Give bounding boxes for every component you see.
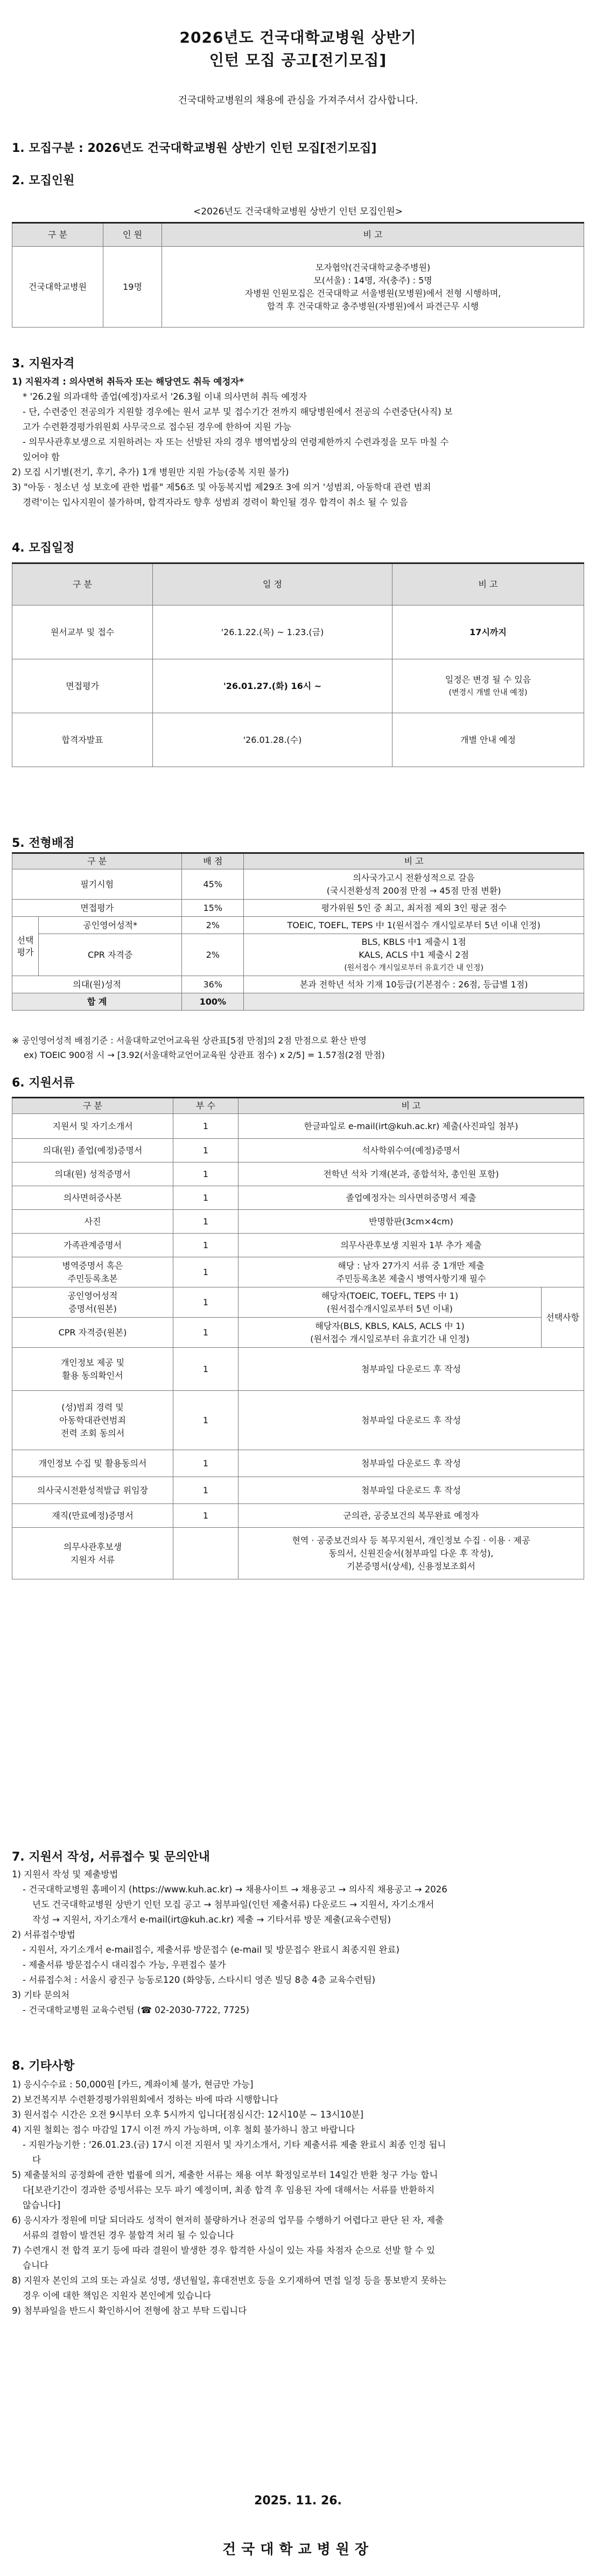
recruit-count-table — [12, 222, 584, 328]
schedule-table — [12, 562, 584, 767]
selective-eval-label: 선택평가 — [12, 917, 39, 976]
score-item-name: 의대(원)성적 — [12, 976, 182, 993]
score-item-value: 15% — [182, 900, 244, 917]
schedule-note: 개별 안내 예정 — [392, 713, 584, 767]
col-header-schedule: 일 정 — [153, 563, 392, 605]
doc-note: 전학년 석차 기재(본과, 종합석차, 총인원 포함) — [239, 1162, 584, 1186]
doc-note: 해당자(TOEIC, TOEFL, TEPS 中 1) (원서접수개시일로부터 5년 이내) — [239, 1287, 542, 1318]
doc-name: 의무사관후보생 지원자 서류 — [12, 1528, 173, 1579]
doc-name: CPR 자격증(원본) — [12, 1318, 173, 1348]
doc-copies: 1 — [173, 1234, 239, 1257]
page-title-line1: 2026년도 건국대학교병원 상반기 — [179, 29, 417, 46]
doc-name: 개인정보 제공 및 활용 동의확인서 — [12, 1348, 173, 1391]
section6-heading: 6. 지원서류 — [12, 1076, 75, 1090]
col-header-category: 구 분 — [12, 223, 103, 247]
schedule-date: '26.01.27.(화) 16시 ~ — [153, 659, 392, 713]
col-header-note: 비 고 — [392, 563, 584, 605]
optional-items-label: 선택사항 — [542, 1287, 584, 1348]
page-title-line2: 인턴 모집 공고[전기모집] — [209, 51, 387, 69]
doc-copies: 1 — [173, 1139, 239, 1162]
score-item-value: 2% — [182, 917, 244, 934]
doc-copies: 1 — [173, 1114, 239, 1139]
doc-name: 공인영어성적 증명서(원본) — [12, 1287, 173, 1318]
doc-name: 의대(원) 졸업(예정)증명서 — [12, 1139, 173, 1162]
doc-name: 지원서 및 자기소개서 — [12, 1114, 173, 1139]
doc-copies: 1 — [173, 1287, 239, 1318]
col-header-score: 배 점 — [182, 853, 244, 869]
doc-name: 사진 — [12, 1210, 173, 1234]
recruit-count: 19명 — [103, 247, 162, 328]
section7-body: 1) 지원서 작성 및 제출방법 - 건국대학교병원 홈페이지 (https://www.kuh.ac.kr) → 채용사이트 → 채용공고 → 의사직 채용공고 → 2026 년도 건국대학교병원 상반기 인턴 모집 공고 → 첨부파일(인턴 제출서류) 다운로드 → 지원서, 자기소개서 작성 → 지원서, 자기소개서 e-mail(irt@kuh.ac.kr) 제출 → 기타서류 방문 제출(교육수련팀) 2) 서류접수방법 - 지원서, 자기소개서 e-mail접수, 제출서류 방문접수 (e-mail 및 방문접수 완료시 최종지원 완료) - 제출서류 방문접수시 대리접수 가능, 우편접수 불가 - 서류접수처 : 서울시 광진구 능동로120 (화양동, 스타시티 영존 빌딩 8층 4층 교육수련팀) 3) 기타 문의처 - 건국대학교병원 교육수련팀 (☎ 02-2030-7722, 7725) — [12, 1869, 447, 2015]
section1-heading: 1. 모집구분 : 2026년도 건국대학교병원 상반기 인턴 모집[전기모집] — [12, 142, 377, 155]
col-header-count: 인 원 — [103, 223, 162, 247]
section2-heading: 2. 모집인원 — [12, 174, 75, 187]
col-header-category: 구 분 — [12, 563, 153, 605]
score-item-note: 의사국가고시 전환성적으로 갈음 (국시전환성적 200점 만점 → 45점 만점 변환) — [244, 869, 584, 900]
doc-copies: 1 — [173, 1318, 239, 1348]
score-table — [12, 852, 584, 1011]
doc-copies: 1 — [173, 1504, 239, 1528]
score-item-value: 36% — [182, 976, 244, 993]
doc-name: 의사면허증사본 — [12, 1186, 173, 1210]
col-header-category: 구 분 — [12, 1098, 173, 1114]
doc-copies: 1 — [173, 1186, 239, 1210]
score-item-name: 공인영어성적* — [39, 917, 182, 934]
schedule-note: 17시까지 — [392, 605, 584, 659]
schedule-date: '26.01.28.(수) — [153, 713, 392, 767]
doc-note: 첨부파일 다운로드 후 작성 — [239, 1450, 584, 1477]
schedule-name: 면접평가 — [12, 659, 153, 713]
col-header-copies: 부 수 — [173, 1098, 239, 1114]
total-score: 100% — [182, 993, 244, 1011]
doc-copies: 1 — [173, 1450, 239, 1477]
issuer-name: 건국대학교병원장 — [222, 2542, 374, 2558]
doc-name: 가족관계증명서 — [12, 1234, 173, 1257]
doc-name: 병역증명서 혹은 주민등록초본 — [12, 1257, 173, 1287]
notice-date: 2025. 11. 26. — [254, 2494, 342, 2508]
section8-body: 1) 응시수수료 : 50,000원 [카드, 계좌이체 불가, 현금만 가능] 2) 보건복지부 수련환경평가위원회에서 정하는 바에 따라 시행합니다 3) 원서접수 시간은 오전 9시부터 오후 5시까지 입니다[점심시간: 12시10분 ~ 13시10분] 4) 지원 철회는 접수 마감일 17시 이전 까지 가능하며, 이후 철회 불가하니 참고 바랍니다 - 지원가능기한 : '26.01.23.(금) 17시 이전 지원서 및 자기소개서, 기타 제출서류 제출 완료시 최종 인정 됩니 다 5) 제출불처의 공정화에 관한 법률에 의거, 제출한 서류는 채용 여부 확정일로부터 14일간 반환 청구 가능 합니 다[보관기간이 경과한 증빙서류는 모두 파기 예정이며, 최종 합격 후 임용된 자에 대해서는 서류를 반환하지 않습니다] 6) 응시자가 정원에 미달 되더라도 성적이 현저히 불량하거나 전공의 업무를 수행하기 어렵다고 판단 된 자, 제출 서류의 결함이 발견된 경우 불합격 처리 될 수 있습니다 7) 수련개시 전 합격 포기 등에 따라 결원이 발생한 경우 합격한 사실이 있는 자를 차점자 순으로 선발 할 수 있 습니다 8) 지원자 본인의 고의 또는 과실로 성명, 생년월일, 휴대전번호 등을 오기재하여 면접 일정 등을 통보받지 못하는 경우 이에 대한 책임은 지원자 본인에게 있습니다 9) 첨부파일을 반드시 확인하시어 전형에 참고 부탁 드립니다 — [12, 2079, 447, 2316]
col-header-note: 비 고 — [162, 223, 584, 247]
doc-note: 해당자(BLS, KBLS, KALS, ACLS 中 1) (원서접수 개시일로부터 유효기간 내 인정) — [239, 1318, 542, 1348]
doc-note: 군의관, 공중보건의 복무완료 예정자 — [239, 1504, 584, 1528]
doc-copies: 1 — [173, 1348, 239, 1391]
schedule-date: '26.1.22.(목) ~ 1.23.(금) — [153, 605, 392, 659]
doc-copies: 1 — [173, 1162, 239, 1186]
schedule-note: 일정은 변경 될 수 있음 (변경시 개별 안내 예정) — [392, 659, 584, 713]
doc-note: 졸업예정자는 의사면허증명서 제출 — [239, 1186, 584, 1210]
col-header-note: 비 고 — [244, 853, 584, 869]
doc-copies: 1 — [173, 1210, 239, 1234]
doc-note: 현역 · 공중보건의사 등 복무지원서, 개인정보 수집 · 이용 · 제공 동의서, 신원진술서(첨부파일 다운 후 작성), 기본증명서(상세), 신용정보조회서 — [239, 1528, 584, 1579]
doc-note: 한글파일로 e-mail(irt@kuh.ac.kr) 제출(사진파일 첨부) — [239, 1114, 584, 1139]
score-notes: ※ 공인영어성적 배점기준 : 서울대학교언어교육원 상관표[5점 만점]의 2점 만점으로 환산 반영 ex) TOEIC 900점 시 → [3.92(서울대학교언어교육원 상관표 점수) x 2/5] = 1.57점(2점 만점) — [12, 1035, 385, 1060]
score-item-name: CPR 자격증 — [39, 934, 182, 976]
schedule-name: 합격자발표 — [12, 713, 153, 767]
score-item-note: 본과 전학년 석차 기재 10등급(기본점수 : 26점, 등급별 1점) — [244, 976, 584, 993]
doc-name: 재직(만료예정)증명서 — [12, 1504, 173, 1528]
section4-heading: 4. 모집일정 — [12, 541, 75, 555]
doc-note: 석사학위수여(예정)증명서 — [239, 1139, 584, 1162]
col-header-category: 구 분 — [12, 853, 182, 869]
section8-heading: 8. 기타사항 — [12, 2059, 75, 2073]
recruit-note: 모자협약(건국대학교충주병원) 모(서울) : 14명, 자(충주) : 5명 자병원 인원모집은 건국대학교 서울병원(모병원)에서 전형 시행하며, 합격 후 건국대학교 충주병원(자병원)에서 파견근무 시행 — [162, 247, 584, 328]
doc-name: 의대(원) 성적증명서 — [12, 1162, 173, 1186]
recruit-hospital-name: 건국대학교병원 — [12, 247, 103, 328]
doc-name: (성)범죄 경력 및 아동학대관련범죄 전력 조회 동의서 — [12, 1391, 173, 1450]
documents-table — [12, 1097, 584, 1579]
schedule-name: 원서교부 및 접수 — [12, 605, 153, 659]
section5-heading: 5. 전형배점 — [12, 837, 75, 850]
score-item-value: 45% — [182, 869, 244, 900]
score-item-note: BLS, KBLS 中1 제출시 1점 KALS, ACLS 中1 제출시 2점 (원서접수 개시일로부터 유효기간 내 인정) — [244, 934, 584, 976]
intro-text: 건국대학교병원의 채용에 관심을 가져주셔서 감사합니다. — [178, 95, 418, 106]
doc-copies — [173, 1528, 239, 1579]
doc-name: 의사국시전환성적발급 위임장 — [12, 1477, 173, 1504]
doc-note: 반명함판(3cm×4cm) — [239, 1210, 584, 1234]
doc-copies: 1 — [173, 1391, 239, 1450]
total-label: 합 계 — [12, 993, 182, 1011]
doc-note: 첨부파일 다운로드 후 작성 — [239, 1391, 584, 1450]
score-item-note: TOEIC, TOEFL, TEPS 中 1(원서접수 개시일로부터 5년 이내 인정) — [244, 917, 584, 934]
col-header-note: 비 고 — [239, 1098, 584, 1114]
total-note — [244, 993, 584, 1011]
doc-note: 첨부파일 다운로드 후 작성 — [239, 1348, 584, 1391]
section3-heading: 3. 지원자격 — [12, 357, 75, 371]
score-item-note: 평가위원 5인 중 최고, 최저점 제외 3인 평균 점수 — [244, 900, 584, 917]
score-item-name: 면접평가 — [12, 900, 182, 917]
doc-note: 의무사관후보생 지원자 1부 추가 제출 — [239, 1234, 584, 1257]
doc-name: 개인정보 수집 및 활용동의서 — [12, 1450, 173, 1477]
score-item-value: 2% — [182, 934, 244, 976]
score-item-name: 필기시험 — [12, 869, 182, 900]
section3-body: 1) 지원자격 : 의사면허 취득자 또는 해당연도 취득 예정자* * '26.2월 의과대학 졸업(예정)자로서 '26.3월 이내 의사면허 취득 예정자 - 단, 수련중인 전공의가 지원할 경우에는 원서 교부 및 접수기간 전까지 해당병원에서 전공의 수련중단(사직) 보 고가 수련환경평가위원회 사무국으로 접수된 경우에 한하여 지원 가능 - 의무사관후보생으로 지원하려는 자 또는 선발된 자의 경우 병역법상의 연령제한까지 수련과정을 모두 마칠 수 있어야 함 2) 모집 시기별(전기, 후기, 추가) 1개 병원만 지원 가능(중복 지원 불가) 3) "아동 · 청소년 성 보호에 관한 법률" 제56조 및 아동복지법 제29조 3에 의거 '성범죄, 아동학대 관련 범죄 경력'이는 입사지원이 불가하며, 합격자라도 향후 성범죄 경력이 확인될 경우 합격이 취소 될 수 있음 — [12, 377, 453, 507]
doc-note: 해당 : 남자 27가지 서류 중 1개만 제출 주민등록초본 제출시 병역사항기재 필수 — [239, 1257, 584, 1287]
section2-caption: <2026년도 건국대학교병원 상반기 인턴 모집인원> — [193, 206, 403, 217]
doc-note: 첨부파일 다운로드 후 작성 — [239, 1477, 584, 1504]
section7-heading: 7. 지원서 작성, 서류접수 및 문의안내 — [12, 1850, 210, 1864]
doc-copies: 1 — [173, 1477, 239, 1504]
doc-copies: 1 — [173, 1257, 239, 1287]
